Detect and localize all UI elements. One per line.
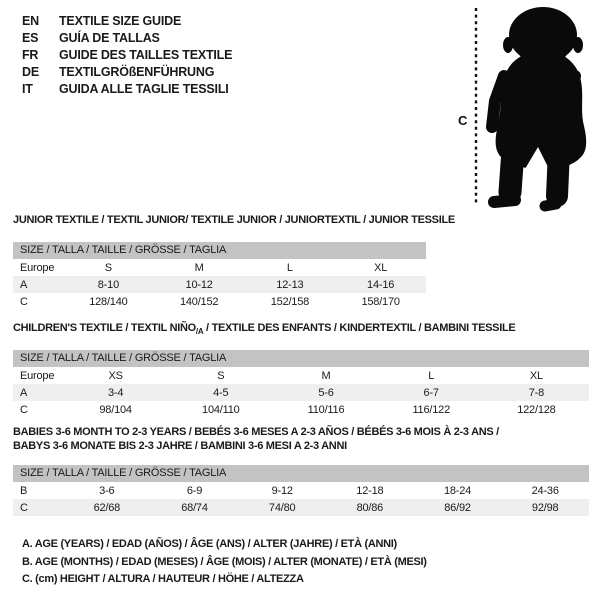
baby-right-leg: [557, 150, 559, 196]
junior-size-table: [13, 213, 455, 310]
table-cell: XL: [529, 369, 543, 382]
table-cell: 128/140: [89, 295, 128, 308]
table-cell: 116/122: [412, 403, 450, 416]
table-cell: 92/98: [531, 501, 559, 514]
language-title: TEXTILE SIZE GUIDE: [59, 14, 182, 28]
row-label: C: [20, 501, 28, 514]
baby-silhouette: [492, 7, 586, 206]
language-code: ES: [22, 31, 39, 45]
baby-right-ear: [573, 37, 583, 53]
table-cell: 122/128: [517, 403, 556, 416]
table-cell: 86/92: [444, 501, 471, 514]
language-row: [22, 47, 232, 64]
table-title: [13, 425, 589, 453]
row-label: C: [20, 295, 28, 308]
row-label: B: [20, 484, 28, 497]
table-cell: 12-18: [356, 484, 384, 497]
table-cell: M: [194, 261, 204, 274]
table-cell: XS: [108, 369, 123, 382]
row-label: A: [20, 278, 28, 291]
table-cell: 158/170: [361, 295, 400, 308]
footnote-line: C. (cm) HEIGHT / ALTURA / HAUTEUR / HÖHE / ALTEZZA: [22, 573, 304, 585]
row-label: A: [20, 386, 28, 399]
table-title-segment: JUNIOR TEXTILE / TEXTIL JUNIOR/ TEXTILE JUNIOR / JUNIORTEXTIL / JUNIOR TESSILE: [13, 214, 455, 226]
size-header-row: SIZE / TALLA / TAILLE / GRÖSSE / TAGLIA: [13, 465, 589, 482]
table-cell: 4-5: [213, 386, 229, 399]
size-table: [13, 465, 589, 516]
footnote-line: B. AGE (MONTHS) / EDAD (MESES) / ÂGE (MOIS) / ALTER (MONATE) / ETÀ (MESI): [22, 555, 427, 568]
language-title: GUÍA DE TALLAS: [59, 31, 160, 45]
table-title-segment: CHILDREN'S TEXTILE / TEXTIL NIÑO: [13, 322, 196, 334]
table-cell: 3-4: [107, 386, 124, 399]
language-code: IT: [22, 82, 33, 96]
table-title-segment: / TEXTILE DES ENFANTS / KINDERTEXTIL / BAMBINI TESSILE: [203, 322, 516, 334]
table-row: [13, 499, 589, 516]
table-title-segment: BABYS 3-6 MONATE BIS 2-3 JAHRE / BAMBINI 3-6 MESI A 2-3 ANNI: [13, 440, 347, 452]
baby-figure: [440, 0, 600, 215]
language-title: GUIDA ALLE TAGLIE TESSILI: [59, 82, 229, 96]
language-row: [22, 13, 232, 30]
table-cell: 6-7: [423, 386, 439, 399]
table-cell: 140/152: [179, 295, 219, 308]
baby-right-foot: [545, 204, 556, 206]
table-cell: 6-9: [186, 484, 203, 497]
table-title: [13, 321, 589, 339]
table-title: [13, 213, 455, 227]
language-row: [22, 81, 232, 98]
language-code: FR: [22, 48, 39, 62]
table-cell: 68/74: [181, 501, 208, 514]
baby-left-foot: [494, 200, 515, 202]
table-cell: 24-36: [531, 484, 559, 497]
table-title-line: [13, 321, 589, 339]
size-header-row: SIZE / TALLA / TAILLE / GRÖSSE / TAGLIA: [13, 242, 426, 259]
table-cell: 74/80: [268, 501, 296, 514]
table-cell: 80/86: [356, 501, 384, 514]
table-cell: 7-8: [528, 386, 545, 399]
row-label: C: [20, 403, 28, 416]
table-cell: 8-10: [97, 278, 119, 291]
table-title-segment: /A: [195, 327, 204, 337]
footnotes: [22, 536, 427, 589]
row-label: Europe: [20, 369, 55, 382]
table-cell: 10-12: [185, 278, 213, 291]
table-cell: 62/68: [93, 501, 121, 514]
table-cell: M: [321, 369, 331, 382]
table-title-segment: BABIES 3-6 MONTH TO 2-3 YEARS / BEBÉS 3-6 MESES A 2-3 AÑOS / BÉBÉS 3-6 MOIS À 2-3 ANS /: [13, 426, 499, 438]
table-cell: L: [286, 261, 293, 274]
table-cell: 5-6: [318, 386, 334, 399]
table-cell: 104/110: [202, 403, 240, 416]
table-cell: 9-12: [271, 484, 293, 497]
footnote-line: A. AGE (YEARS) / EDAD (AÑOS) / ÂGE (ANS) / ALTER (JAHRE) / ETÀ (ANNI): [22, 538, 397, 550]
table-cell: S: [217, 369, 225, 382]
size-table: [13, 350, 589, 418]
table-title-line: [13, 439, 589, 453]
table-cell: 3-6: [99, 484, 115, 497]
baby-chin: [518, 35, 568, 65]
table-row: [13, 401, 589, 418]
children-size-table: [13, 321, 589, 418]
table-cell: 152/158: [270, 295, 310, 308]
row-label: Europe: [20, 261, 55, 274]
baby-left-ear: [503, 37, 513, 53]
table-cell: S: [104, 261, 112, 274]
language-title: GUIDE DES TAILLES TEXTILE: [59, 48, 233, 62]
table-cell: 12-13: [276, 278, 304, 291]
language-list: [22, 13, 232, 98]
language-row: [22, 64, 232, 81]
language-code: EN: [22, 14, 39, 28]
table-cell: 14-16: [367, 278, 395, 291]
table-row: [13, 293, 426, 310]
table-cell: 98/104: [99, 403, 132, 416]
size-header-row: SIZE / TALLA / TAILLE / GRÖSSE / TAGLIA: [13, 350, 589, 367]
table-title-line: [13, 425, 589, 439]
size-table: [13, 242, 426, 310]
table-row: [13, 367, 589, 384]
table-row: [13, 276, 426, 293]
baby-left-leg: [510, 150, 513, 192]
table-row: [13, 482, 589, 499]
language-code: DE: [22, 65, 39, 79]
table-title-line: [13, 213, 455, 227]
language-row: [22, 30, 232, 47]
table-cell: 18-24: [443, 484, 472, 497]
table-row: [13, 384, 589, 401]
table-row: [13, 259, 426, 276]
language-title: TEXTILGRÖßENFÜHRUNG: [59, 65, 215, 79]
height-label: C: [458, 113, 468, 128]
table-cell: L: [428, 369, 435, 382]
babies-size-table: [13, 425, 589, 516]
table-cell: XL: [374, 261, 388, 274]
table-cell: 110/116: [307, 403, 345, 416]
